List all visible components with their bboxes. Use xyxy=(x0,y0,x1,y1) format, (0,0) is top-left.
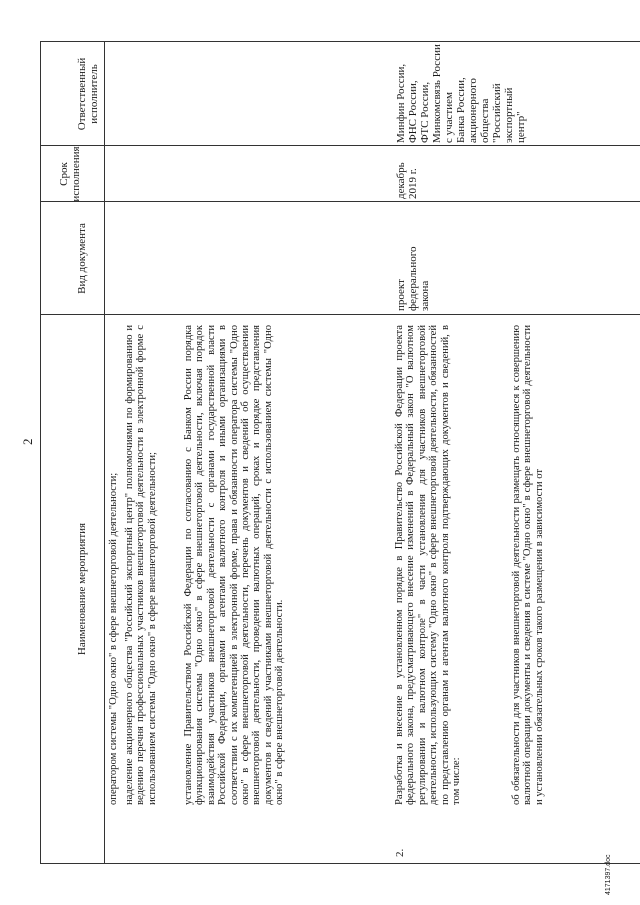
row2-responsible: Минфин России, ФНС России, ФТС России, Минкомсвязь России с участием Банка России, акционерного общества "Российский экспортный центр" xyxy=(395,44,527,143)
column-header-name: Наименование мероприятия xyxy=(76,522,88,656)
row1-paragraph: наделение акционерного общества "Российский экспортный центр" полномочиями по формированию и ведению перечня профессиональных участников внешнеторговой деятельности в электронной форме с использованием системы "Одно окно" в сфере внешнеторговой деятельности; xyxy=(124,325,158,805)
file-name-footer: 4171397.doc xyxy=(605,854,612,895)
table-border-top xyxy=(40,41,41,864)
column-divider-type xyxy=(40,314,640,315)
table-border-left xyxy=(40,863,640,864)
column-header-responsible: Ответственный исполнитель xyxy=(76,57,100,131)
row1-paragraph: установление Правительством Российской Федерации по согласованию с Банком России порядка функционирования системы "Одно окно" в сфере внешнеторговой деятельности, включая порядок взаимодействия участников внешнеторговой деятельности с органами государственной власти Российской Федерации, органами и агентами валютного контроля и иными организациями в соответствии с их компетенцией в электронной форме, права и обязанности оператора системы "Одно окно" в сфере внешнеторговой деятельности, перечень документов и сведений об осуществлении внешнеторговой деятельности, проведении валютных операций, сроках и порядке представления документов и сведений участниками внешнеторговой деятельности с использованием системы "Одно окно" в сфере внешнеторговой деятельности. xyxy=(183,325,286,805)
row2-paragraph: Разработка и внесение в установленном порядке в Правительство Российской Федерации проекта федерального закона, предусматривающего внесение изменений в Федеральный закон "О валютном регулировании и валютном контроле" в части установления для участников внешнеторговой деятельности, использующих систему "Одно окно" в сфере внешнеторговой деятельности, обязанностей по представлению органам и агентам валютного контроля подтверждающих документов и сведений, в том числе: xyxy=(394,325,463,805)
column-header-doc-type: Вид документа xyxy=(76,223,88,294)
row-number: 2. xyxy=(394,848,406,857)
page-number: 2 xyxy=(20,438,35,445)
table-border-right xyxy=(40,41,640,42)
row2-doc-type: проект федерального закона xyxy=(395,246,431,311)
header-bottom-border xyxy=(104,41,105,864)
row1-paragraph: оператором системы "Одно окно" в сфере внешнеторговой деятельности; xyxy=(108,472,119,805)
column-divider-term xyxy=(40,201,640,202)
column-divider-responsible xyxy=(40,145,640,146)
row2-term: декабрь 2019 г. xyxy=(395,162,419,199)
column-header-term: Срок исполнения xyxy=(58,146,82,202)
row2-paragraph: об обязательности для участников внешнеторговой деятельности размещать относящиеся к совершению валютной операции документы и сведения в системе "Одно окно" в сфере внешнеторговой деятельности и установлении обязательных сроков такого размещения в зависимости от xyxy=(511,325,545,805)
